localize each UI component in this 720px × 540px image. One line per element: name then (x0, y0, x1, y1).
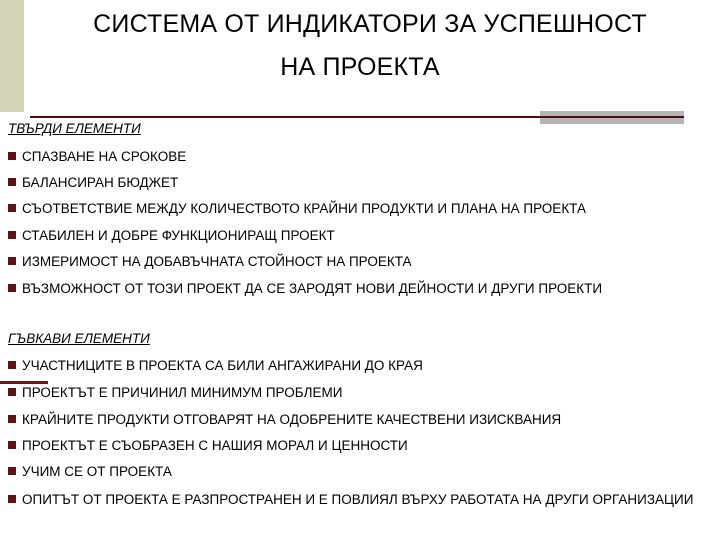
title-rule-accent-line (540, 116, 684, 118)
list-item: ВЪЗМОЖНОСТ ОТ ТОЗИ ПРОЕКТ ДА СЕ ЗАРОДЯТ НОВИ ДЕЙНОСТИ И ДРУГИ ПРОЕКТИ (8, 278, 710, 300)
list-item: УЧАСТНИЦИТЕ В ПРОЕКТА СА БИЛИ АНГАЖИРАНИ ДО КРАЯ (8, 355, 710, 377)
list-item: ПРОЕКТЪТ Е СЪОБРАЗЕН С НАШИЯ МОРАЛ И ЦЕННОСТИ (8, 435, 710, 457)
bullet-icon (8, 231, 16, 239)
bullet-icon (8, 178, 16, 186)
bullet-icon (8, 361, 16, 369)
slide-title-line2: НА ПРОЕКТА (280, 53, 440, 81)
soft-elements-heading: ГЪВКАВИ ЕЛЕМЕНТИ (8, 331, 150, 346)
bullet-icon (8, 284, 16, 292)
bullet-icon (8, 204, 16, 212)
list-item: СЪОТВЕТСТВИЕ МЕЖДУ КОЛИЧЕСТВОТО КРАЙНИ ПРОДУКТИ И ПЛАНА НА ПРОЕКТА (8, 198, 710, 220)
bullet-icon (8, 441, 16, 449)
list-item: СПАЗВАНЕ НА СРОКОВЕ (8, 146, 710, 168)
list-item: ОПИТЪТ ОТ ПРОЕКТА Е РАЗПРОСТРАНЕН И Е ПОВЛИЯЛ ВЪРХУ РАБОТАТА НА ДРУГИ ОРГАНИЗАЦИИ (8, 489, 710, 511)
list-item: ИЗМЕРИМОСТ НА ДОБАВЪЧНАТА СТОЙНОСТ НА ПРОЕКТА (8, 251, 710, 273)
bullet-icon (8, 388, 16, 396)
bullet-icon (8, 152, 16, 160)
list-item: БАЛАНСИРАН БЮДЖЕТ (8, 172, 710, 194)
slide-title-line1: СИСТЕМА ОТ ИНДИКАТОРИ ЗА УСПЕШНОСТ (93, 10, 647, 38)
list-item: СТАБИЛЕН И ДОБРЕ ФУНКЦИОНИРАЩ ПРОЕКТ (8, 225, 710, 247)
bullet-icon (8, 415, 16, 423)
bullet-icon (8, 495, 16, 503)
list-item: ПРОЕКТЪТ Е ПРИЧИНИЛ МИНИМУМ ПРОБЛЕМИ (8, 382, 710, 404)
list-item: КРАЙНИТЕ ПРОДУКТИ ОТГОВАРЯТ НА ОДОБРЕНИТЕ КАЧЕСТВЕНИ ИЗИСКВАНИЯ (8, 409, 710, 431)
bullet-icon (8, 467, 16, 475)
list-item: УЧИМ СЕ ОТ ПРОЕКТА (8, 461, 710, 483)
bullet-icon (8, 257, 16, 265)
hard-elements-heading: ТВЪРДИ ЕЛЕМЕНТИ (8, 121, 141, 136)
